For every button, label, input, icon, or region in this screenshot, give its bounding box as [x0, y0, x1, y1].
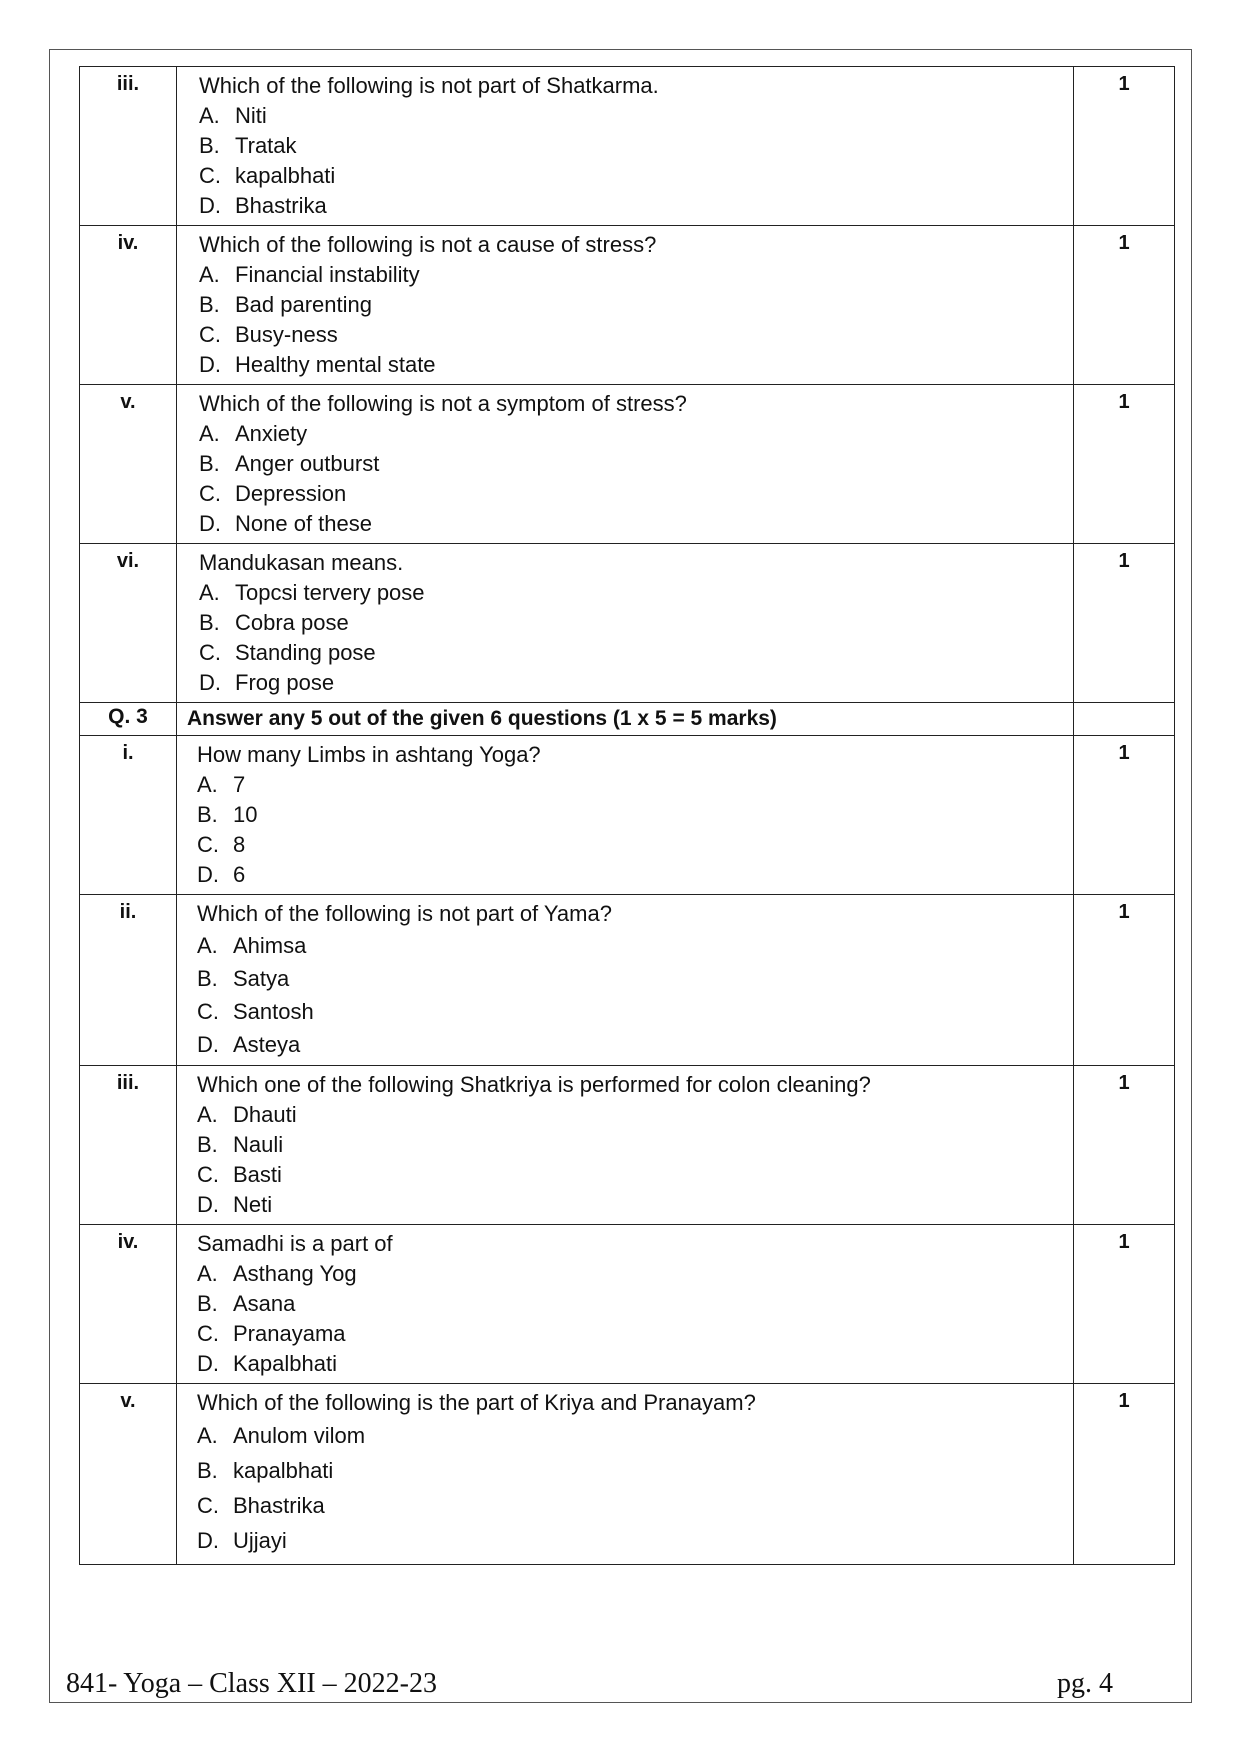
option: [197, 1319, 1063, 1349]
option: [199, 131, 1063, 161]
section-instructions: Answer any 5 out of the given 6 questions (1 x 5 = 5 marks): [177, 703, 1074, 736]
option-text: Basti: [233, 1162, 282, 1187]
question-body: [177, 67, 1074, 226]
question-body: [177, 1066, 1074, 1225]
option-letter: A.: [197, 1423, 218, 1448]
question-text: Which of the following is not part of Yama?: [197, 901, 612, 926]
option-text: Cobra pose: [235, 610, 349, 635]
question-marks: 1: [1074, 736, 1175, 895]
question-number: iv.: [80, 226, 177, 385]
option: [199, 668, 1063, 698]
option-text: 6: [233, 862, 246, 887]
option: [197, 860, 1063, 890]
question-table: [79, 66, 1175, 1565]
option-letter: D.: [199, 352, 221, 377]
option-letter: D.: [199, 511, 221, 536]
option-text: Kapalbhati: [233, 1351, 337, 1376]
question-text: Samadhi is a part of: [197, 1231, 393, 1256]
option-letter: D.: [197, 1192, 219, 1217]
option-list: [197, 1418, 1063, 1558]
option-text: Busy-ness: [235, 322, 338, 347]
question-marks: 1: [1074, 1384, 1175, 1565]
option: [197, 1523, 1063, 1558]
question-row: [80, 1066, 1175, 1225]
section-header-row: [80, 703, 1175, 736]
question-number: v.: [80, 385, 177, 544]
option: [199, 419, 1063, 449]
option-text: Santosh: [233, 999, 314, 1024]
question-text: Which one of the following Shatkriya is performed for colon cleaning?: [197, 1072, 871, 1097]
option-letter: D.: [197, 1032, 219, 1057]
option-text: Niti: [235, 103, 267, 128]
option-text: kapalbhati: [235, 163, 336, 188]
question-body: [177, 544, 1074, 703]
option: [197, 1130, 1063, 1160]
question-text: Which of the following is the part of Kriya and Pranayam?: [197, 1390, 756, 1415]
option: [197, 770, 1063, 800]
option-text: Financial instability: [235, 262, 420, 287]
option-letter: A.: [199, 421, 220, 446]
question-row: [80, 1384, 1175, 1565]
option-text: Frog pose: [235, 670, 335, 695]
option-letter: C.: [199, 481, 221, 506]
option-letter: C.: [197, 1162, 219, 1187]
option: [199, 638, 1063, 668]
question-row: [80, 67, 1175, 226]
option-letter: C.: [199, 163, 221, 188]
option-text: Dhauti: [233, 1102, 297, 1127]
option: [197, 1259, 1063, 1289]
question-number: v.: [80, 1384, 177, 1565]
question-marks: 1: [1074, 895, 1175, 1066]
option: [199, 290, 1063, 320]
footer-page-number: pg. 4: [1057, 1668, 1113, 1699]
option-letter: A.: [197, 933, 218, 958]
option-text: Pranayama: [233, 1321, 346, 1346]
option-letter: B.: [199, 292, 220, 317]
option: [199, 320, 1063, 350]
option-text: Depression: [235, 481, 347, 506]
option-letter: C.: [199, 640, 221, 665]
option: [197, 1190, 1063, 1220]
option-text: 8: [233, 832, 246, 857]
option-letter: B.: [197, 1458, 218, 1483]
option: [197, 1028, 1063, 1061]
question-text: Which of the following is not a symptom of stress?: [199, 391, 687, 416]
question-text: How many Limbs in ashtang Yoga?: [197, 742, 541, 767]
question-body: [177, 226, 1074, 385]
option-text: Bhastrika: [235, 193, 327, 218]
option-letter: B.: [199, 133, 220, 158]
question-number: iv.: [80, 1225, 177, 1384]
option-text: Asthang Yog: [233, 1261, 357, 1286]
option-letter: B.: [197, 1132, 218, 1157]
option-letter: B.: [197, 966, 218, 991]
option-letter: D.: [197, 862, 219, 887]
question-number: iii.: [80, 1066, 177, 1225]
option: [197, 1453, 1063, 1488]
option: [199, 260, 1063, 290]
question-row: [80, 385, 1175, 544]
section-marks-cell: [1074, 703, 1175, 736]
question-text: Which of the following is not a cause of stress?: [199, 232, 657, 257]
option-text: 7: [233, 772, 246, 797]
question-body: [177, 736, 1074, 895]
option: [197, 995, 1063, 1028]
footer-course-title: 841- Yoga – Class XII – 2022-23: [66, 1668, 437, 1699]
question-number: iii.: [80, 67, 177, 226]
option-letter: D.: [199, 193, 221, 218]
option-text: Anulom vilom: [233, 1423, 366, 1448]
option: [197, 800, 1063, 830]
option: [199, 479, 1063, 509]
question-marks: 1: [1074, 226, 1175, 385]
option-list: [199, 578, 1063, 698]
option-text: Ujjayi: [233, 1528, 287, 1553]
option: [197, 1418, 1063, 1453]
option-text: Bad parenting: [235, 292, 372, 317]
question-body: [177, 1225, 1074, 1384]
option-letter: C.: [197, 1493, 219, 1518]
option-text: 10: [233, 802, 258, 827]
option-text: Topcsi tervery pose: [235, 580, 425, 605]
option-letter: D.: [197, 1351, 219, 1376]
option-text: Bhastrika: [233, 1493, 325, 1518]
question-row: [80, 226, 1175, 385]
question-marks: 1: [1074, 385, 1175, 544]
option: [197, 830, 1063, 860]
option-text: Standing pose: [235, 640, 376, 665]
option-letter: C.: [199, 322, 221, 347]
question-marks: 1: [1074, 544, 1175, 703]
option-letter: B.: [197, 1291, 218, 1316]
option-letter: A.: [197, 1261, 218, 1286]
option: [197, 929, 1063, 962]
option-text: kapalbhati: [233, 1458, 334, 1483]
option: [197, 1100, 1063, 1130]
option-list: [197, 1259, 1063, 1379]
option-text: Asteya: [233, 1032, 301, 1057]
option-letter: B.: [199, 451, 220, 476]
option-letter: A.: [199, 103, 220, 128]
option-letter: A.: [199, 580, 220, 605]
option-text: Healthy mental state: [235, 352, 436, 377]
option: [197, 1289, 1063, 1319]
option: [199, 350, 1063, 380]
question-marks: 1: [1074, 67, 1175, 226]
option: [197, 1488, 1063, 1523]
question-row: [80, 895, 1175, 1066]
question-body: [177, 1384, 1074, 1565]
option-text: Satya: [233, 966, 290, 991]
option-list: [199, 419, 1063, 539]
question-marks: 1: [1074, 1225, 1175, 1384]
question-number: i.: [80, 736, 177, 895]
option-text: Nauli: [233, 1132, 284, 1157]
option-letter: D.: [197, 1528, 219, 1553]
option: [197, 1349, 1063, 1379]
section-number: Q. 3: [80, 703, 177, 736]
option: [199, 509, 1063, 539]
option-text: None of these: [235, 511, 372, 536]
question-body: [177, 385, 1074, 544]
question-row: [80, 544, 1175, 703]
question-marks: 1: [1074, 1066, 1175, 1225]
option-list: [197, 929, 1063, 1061]
option: [199, 191, 1063, 221]
question-text: Which of the following is not part of Shatkarma.: [199, 73, 659, 98]
option-list: [199, 260, 1063, 380]
question-number: ii.: [80, 895, 177, 1066]
option-letter: A.: [199, 262, 220, 287]
option: [199, 161, 1063, 191]
option-letter: A.: [197, 772, 218, 797]
option-letter: C.: [197, 832, 219, 857]
option: [197, 962, 1063, 995]
option: [199, 101, 1063, 131]
option-text: Asana: [233, 1291, 296, 1316]
option: [199, 608, 1063, 638]
option: [199, 449, 1063, 479]
option: [197, 1160, 1063, 1190]
option-letter: B.: [199, 610, 220, 635]
question-text: Mandukasan means.: [199, 550, 404, 575]
option-text: Neti: [233, 1192, 273, 1217]
option-letter: B.: [197, 802, 218, 827]
option-text: Anxiety: [235, 421, 308, 446]
option-text: Anger outburst: [235, 451, 380, 476]
option-list: [197, 770, 1063, 890]
question-row: [80, 736, 1175, 895]
option-list: [197, 1100, 1063, 1220]
option-list: [199, 101, 1063, 221]
option-letter: A.: [197, 1102, 218, 1127]
option-letter: C.: [197, 1321, 219, 1346]
question-body: [177, 895, 1074, 1066]
option: [199, 578, 1063, 608]
option-letter: D.: [199, 670, 221, 695]
question-number: vi.: [80, 544, 177, 703]
question-row: [80, 1225, 1175, 1384]
option-text: Ahimsa: [233, 933, 307, 958]
option-letter: C.: [197, 999, 219, 1024]
option-text: Tratak: [235, 133, 297, 158]
